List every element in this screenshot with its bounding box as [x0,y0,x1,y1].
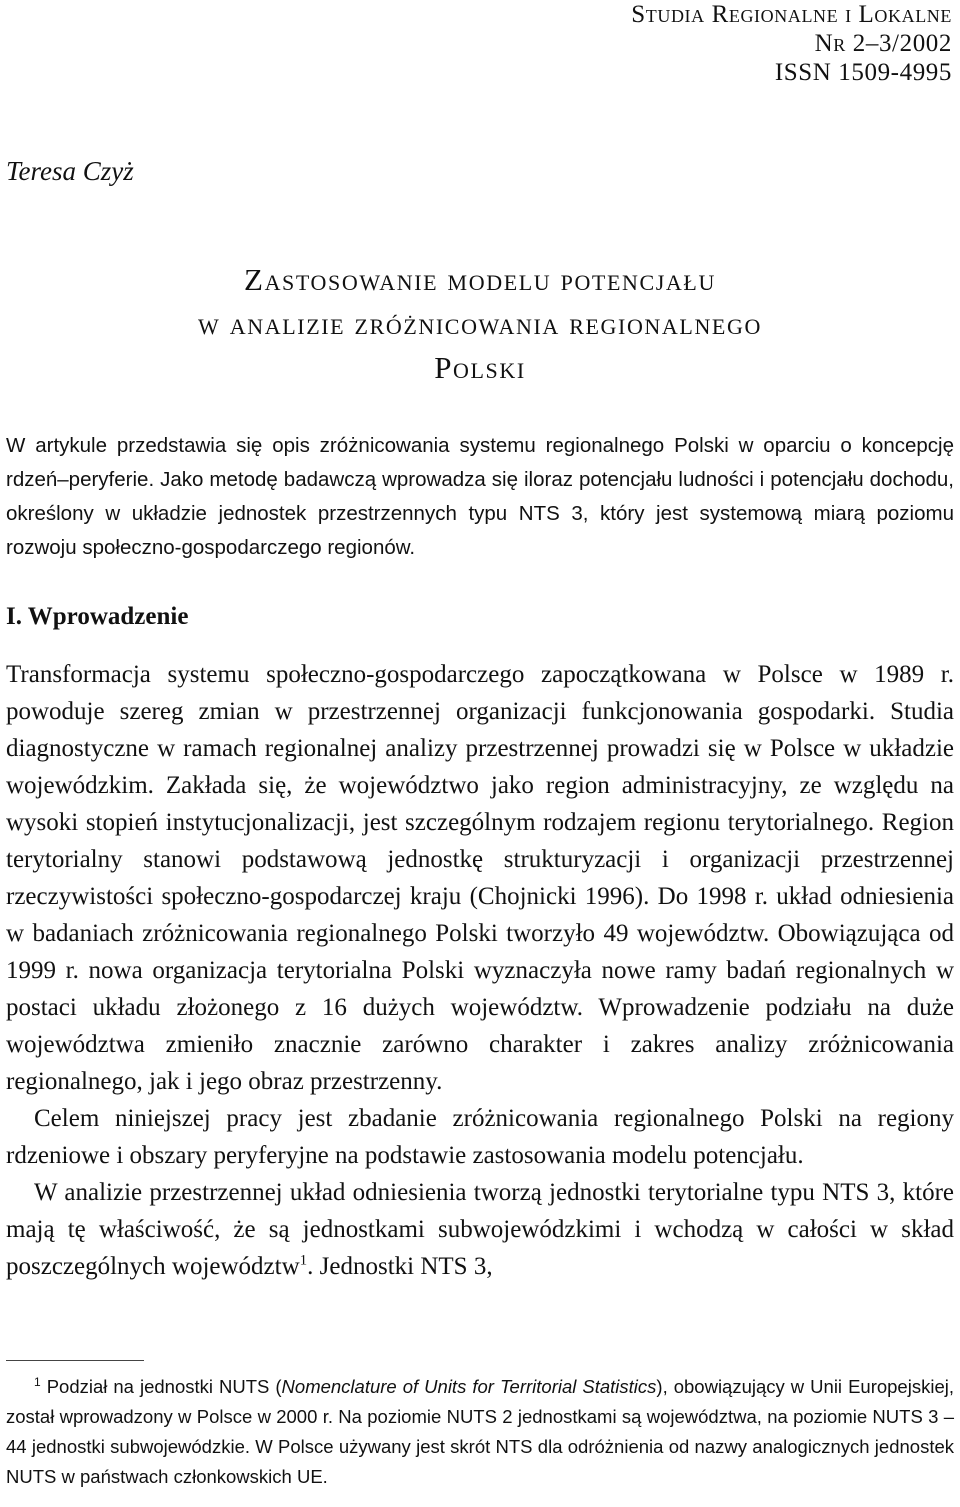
journal-name: Studia Regionalne i Lokalne [631,1,952,28]
title-line-2: w analizie zróżnicowania regionalnego [198,306,762,341]
footnote-reference[interactable]: 1 [299,1252,308,1269]
article-title [0,258,960,390]
paragraph-3 [6,1174,954,1285]
footnote-text-end: ), obowiązujący w Unii Europejskiej, został wprowadzony w Polsce w 2000 r. Na poziomie NUTS 2 jednostkami są województwa, na poziomie NUTS 3 – 44 jednostki subwojewódzkie. W Polsce używany jest skrót NTS dla odróżnienia od nazwy analogicznych jednostek NUTS w państwach członkowskich UE. [6,1376,954,1487]
section-heading: I. Wprowadzenie [6,603,189,630]
footnote-italic-term: Nomenclature of Units for Territorial Statistics [281,1376,657,1397]
author-name: Teresa Czyż [6,156,134,186]
footnote-text-start: Podział na jednostki NUTS ( [46,1376,282,1397]
footnote-divider [6,1360,144,1361]
footnote [6,1372,954,1492]
journal-header [631,0,952,87]
journal-issue: Nr 2–3/2002 [814,30,952,57]
title-line-3: Polski [434,350,526,385]
journal-issn: ISSN 1509-4995 [774,59,952,86]
paragraph-2: Celem niniejszej pracy jest zbadanie zróżnicowania regionalnego Polski na regiony rdzeniowe i obszary peryferyjne na podstawie zastosowania modelu potencjału. [6,1105,954,1169]
paragraph-3-tail: . Jednostki NTS 3, [307,1253,493,1280]
paragraph-1: Transformacja systemu społeczno-gospodarczego zapoczątkowana w Polsce w 1989 r. powoduje szereg zmian w przestrzennej organizacji funkcjonowania gospodarki. Studia diagnostyczne w ramach regionalnej analizy przestrzennej prowadzi się w Polsce w układzie wojewódzkim. Zakłada się, że województwo jako region administracyjny, ze względu na wysoki stopień instytucjonalizacji, jest szczególnym rodzajem regionu terytorialnego. Region terytorialny stanowi podstawową jednostkę strukturyzacji i organizacji przestrzennej rzeczywistości społeczno-gospodarczej kraju (Chojnicki 1996). Do 1998 r. układ odniesienia w badaniach zróżnicowania regionalnego Polski tworzyło 49 województw. Obowiązująca od 1999 r. nowa organizacja terytorialna Polski wyznaczyła nowe ramy badań regionalnych w postaci układu złożonego z 16 dużych województw. Wprowadzenie podziału na duże województwa zmieniło znacznie zarówno charakter i zakres analizy zróżnicowania regionalnego, jak i jego obraz przestrzenny. [6,661,954,1095]
body-text [6,656,954,1285]
footnote-mark: 1 [34,1374,41,1389]
paragraph-3-text: W analizie przestrzennej układ odniesienia tworzą jednostki terytorialne typu NTS 3, które mają tę właściwość, że są jednostkami subwojewódzkimi i wchodzą w całości w skład poszczególnych województw [6,1179,954,1280]
abstract: W artykule przedstawia się opis zróżnicowania systemu regionalnego Polski w oparciu o koncepcję rdzeń–peryferie. Jako metodę badawczą wprowadza się iloraz potencjału ludności i potencjału dochodu, określony w układzie jednostek przestrzennych typu NTS 3, który jest systemową miarą poziomu rozwoju społeczno-gospodarczego regionów. [6,434,954,559]
title-line-1: Zastosowanie modelu potencjału [244,262,716,297]
